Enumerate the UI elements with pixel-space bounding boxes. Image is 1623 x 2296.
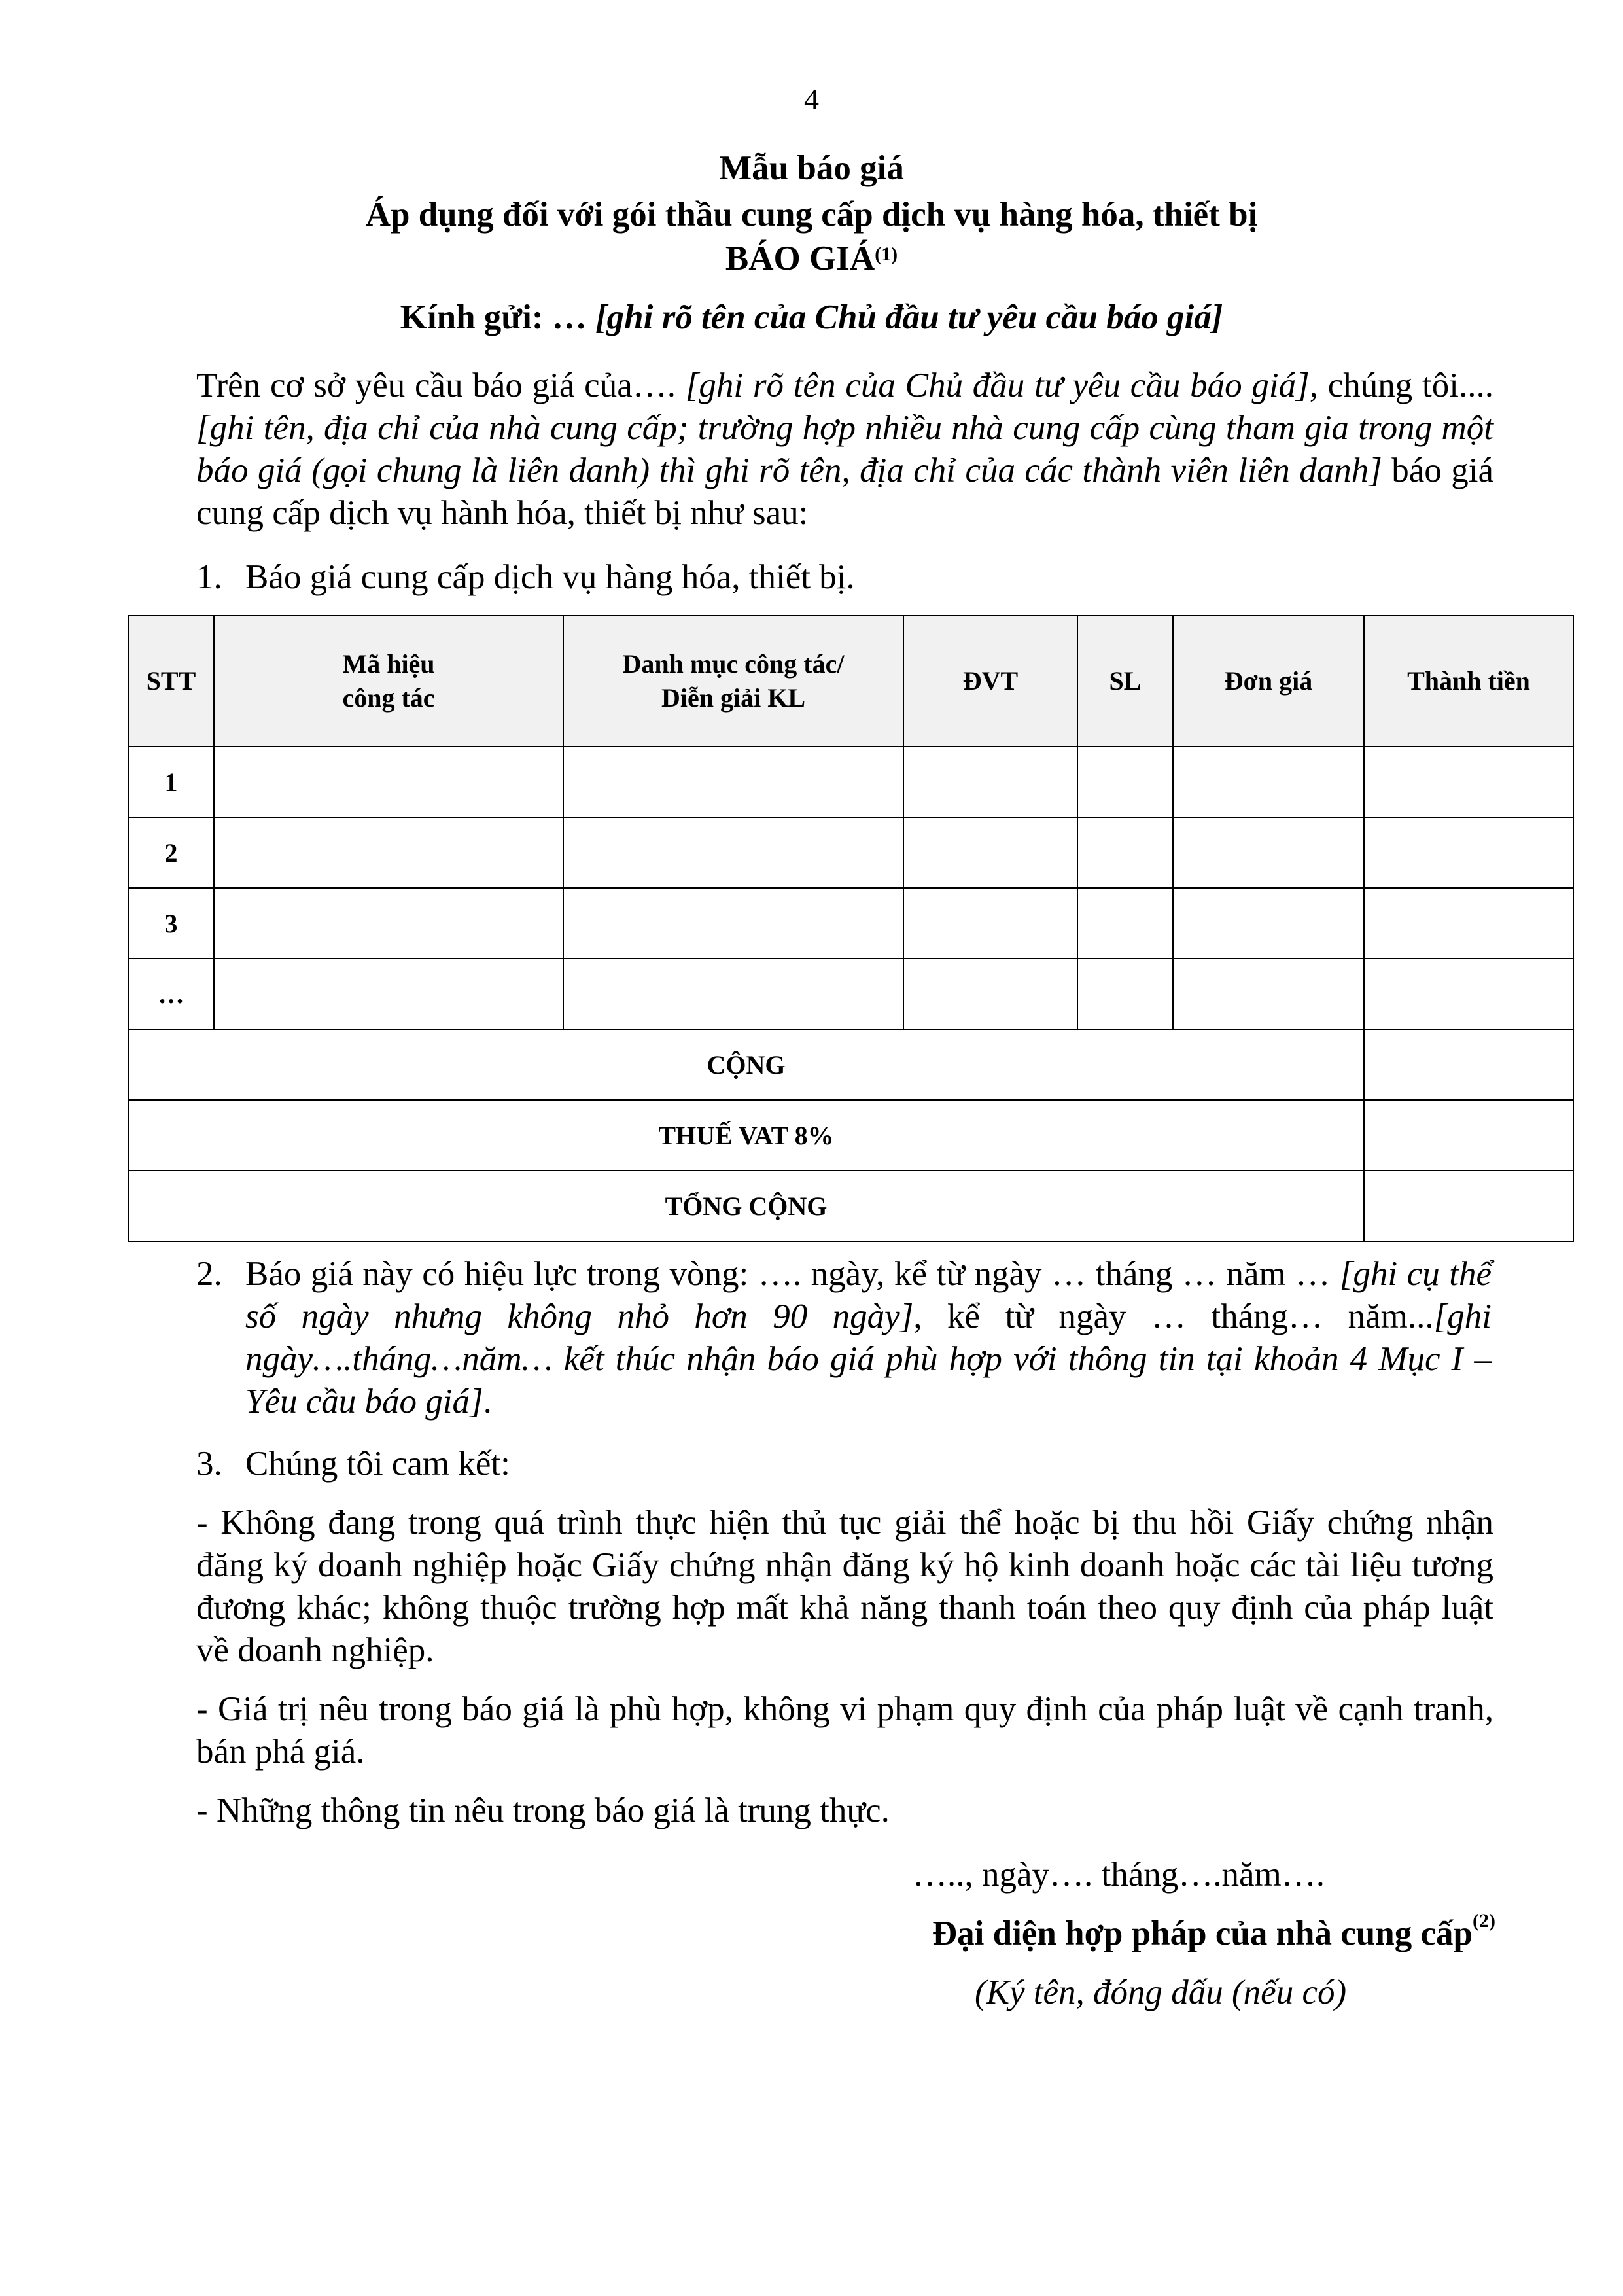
item-2-text-2: , kể từ ngày … tháng… năm...: [913, 1298, 1434, 1335]
footnote-mark-2: (2): [1473, 1910, 1495, 1932]
item-1-text: Báo giá cung cấp dịch vụ hàng hóa, thiết bị.: [245, 558, 855, 596]
commitment-2: - Giá trị nêu trong báo giá là phù hợp, không vi phạm quy định của pháp luật về cạnh tranh, bán phá giá.: [196, 1690, 1493, 1771]
row-number: 2: [128, 817, 214, 888]
item-2-placeholder-2: [ghi ngày….tháng…năm… kết thúc nhận báo giá phù hợp với thông tin tại khoản 4 Mục I – Yêu cầu báo giá]: [245, 1298, 1492, 1421]
table-row: [128, 817, 1573, 888]
date-line: ….., ngày…. tháng….năm….: [913, 1856, 1325, 1894]
item-2-text-1: Báo giá này có hiệu lực trong vòng: …. ngày, kể từ ngày … tháng … năm …: [245, 1255, 1340, 1293]
intro-text-3: báo giá cung cấp dịch vụ hành hóa, thiết bị như sau:: [196, 451, 1493, 532]
recipient-line: [0, 298, 1623, 337]
col-header-work-code: [214, 616, 563, 747]
footnote-mark-1: (1): [875, 243, 898, 265]
table-row: [128, 959, 1573, 1029]
page-number: 4: [804, 82, 819, 116]
col-header-quantity: SL: [1077, 616, 1173, 747]
table-cell: [214, 959, 563, 1029]
item-2-body: [245, 1253, 1492, 1423]
table-row: [128, 747, 1573, 817]
representative-text: Đại diện hợp pháp của nhà cung cấp: [932, 1915, 1473, 1952]
summary-row-vat: [128, 1100, 1573, 1171]
document-title: [0, 238, 1623, 279]
table-header-row: [128, 616, 1573, 747]
row-number: …: [128, 959, 214, 1029]
item-3-text: Chúng tôi cam kết:: [245, 1445, 510, 1483]
item-2-placeholder-1: [ghi cụ thể số ngày nhưng không nhỏ hơn 90 ngày]: [245, 1255, 1492, 1335]
intro-paragraph: [196, 364, 1493, 535]
row-number: 1: [128, 747, 214, 817]
intro-placeholder-1: [ghi rõ tên của Chủ đầu tư yêu cầu báo giá]: [675, 366, 1310, 404]
table-cell: [1364, 747, 1573, 817]
table-cell: [903, 888, 1077, 959]
recipient-prefix: Kính gửi: …: [400, 298, 587, 336]
intro-placeholder-2: [ghi tên, địa chỉ của nhà cung cấp; trường hợp nhiều nhà cung cấp cùng tham gia trong một báo giá (gọi chung là liên danh) thì ghi rõ tên, địa chỉ của các thành viên liên danh]: [196, 409, 1493, 489]
table-cell: [1173, 747, 1364, 817]
table-cell: [1077, 747, 1173, 817]
document-title-text: BÁO GIÁ: [725, 239, 875, 277]
signature-note: (Ký tên, đóng dấu (nếu có): [975, 1973, 1347, 2011]
table-cell: [214, 888, 563, 959]
table-cell: [1173, 959, 1364, 1029]
summary-value-total: [1364, 1171, 1573, 1241]
table-cell: [214, 817, 563, 888]
col-header-amount: Thành tiền: [1364, 616, 1573, 747]
item-2-number: 2.: [196, 1255, 222, 1293]
item-3-number: 3.: [196, 1445, 222, 1483]
item-1-number: 1.: [196, 558, 222, 596]
table-cell: [214, 747, 563, 817]
table-cell: [1173, 817, 1364, 888]
col-header-unit-price: Đơn giá: [1173, 616, 1364, 747]
table-cell: [1077, 959, 1173, 1029]
summary-value-subtotal: [1364, 1029, 1573, 1100]
table-cell: [1364, 817, 1573, 888]
table-cell: [563, 888, 903, 959]
item-1: [196, 556, 855, 599]
col-header-work-item-text: Danh mục công tác/ Diễn giải KL: [622, 649, 845, 713]
table-cell: [1364, 959, 1573, 1029]
intro-text-2: , chúng tôi....: [1309, 366, 1494, 404]
item-3: [196, 1443, 510, 1485]
representative-title: [932, 1910, 1495, 1953]
form-label: Mẫu báo giá: [719, 149, 904, 187]
commitment-3: - Những thông tin nêu trong báo giá là trung thực.: [196, 1792, 890, 1829]
summary-label-vat: THUẾ VAT 8%: [128, 1100, 1364, 1171]
col-header-work-code-text: Mã hiệu công tác: [342, 649, 435, 713]
table-cell: [903, 817, 1077, 888]
table-cell: [1077, 888, 1173, 959]
summary-label-subtotal: CỘNG: [128, 1029, 1364, 1100]
table-cell: [903, 959, 1077, 1029]
col-header-unit: ĐVT: [903, 616, 1077, 747]
summary-value-vat: [1364, 1100, 1573, 1171]
item-2: [196, 1253, 1493, 1423]
summary-label-total: TỔNG CỘNG: [128, 1171, 1364, 1241]
table-cell: [563, 817, 903, 888]
table-cell: [563, 959, 903, 1029]
table-cell: [903, 747, 1077, 817]
form-scope: Áp dụng đối với gói thầu cung cấp dịch vụ hàng hóa, thiết bị: [365, 196, 1258, 234]
summary-row-subtotal: [128, 1029, 1573, 1100]
col-header-stt: STT: [128, 616, 214, 747]
col-header-work-item: [563, 616, 903, 747]
table-cell: [1077, 817, 1173, 888]
recipient-placeholder: [ghi rõ tên của Chủ đầu tư yêu cầu báo giá]: [595, 298, 1223, 336]
table-cell: [563, 747, 903, 817]
summary-row-total: [128, 1171, 1573, 1241]
table-row: [128, 888, 1573, 959]
item-2-text-3: .: [483, 1383, 492, 1421]
table-cell: [1364, 888, 1573, 959]
commitment-1: - Không đang trong quá trình thực hiện thủ tục giải thể hoặc bị thu hồi Giấy chứng nhận đăng ký doanh nghiệp hoặc Giấy chứng nhận đăng ký hộ kinh doanh hoặc các tài liệu tương đương khác; không thuộc trường hợp mất khả năng thanh toán theo quy định của pháp luật về doanh nghiệp.: [196, 1504, 1493, 1669]
row-number: 3: [128, 888, 214, 959]
intro-text-1: Trên cơ sở yêu cầu báo giá của….: [196, 366, 676, 404]
table-cell: [1173, 888, 1364, 959]
quote-table: [128, 615, 1574, 1242]
